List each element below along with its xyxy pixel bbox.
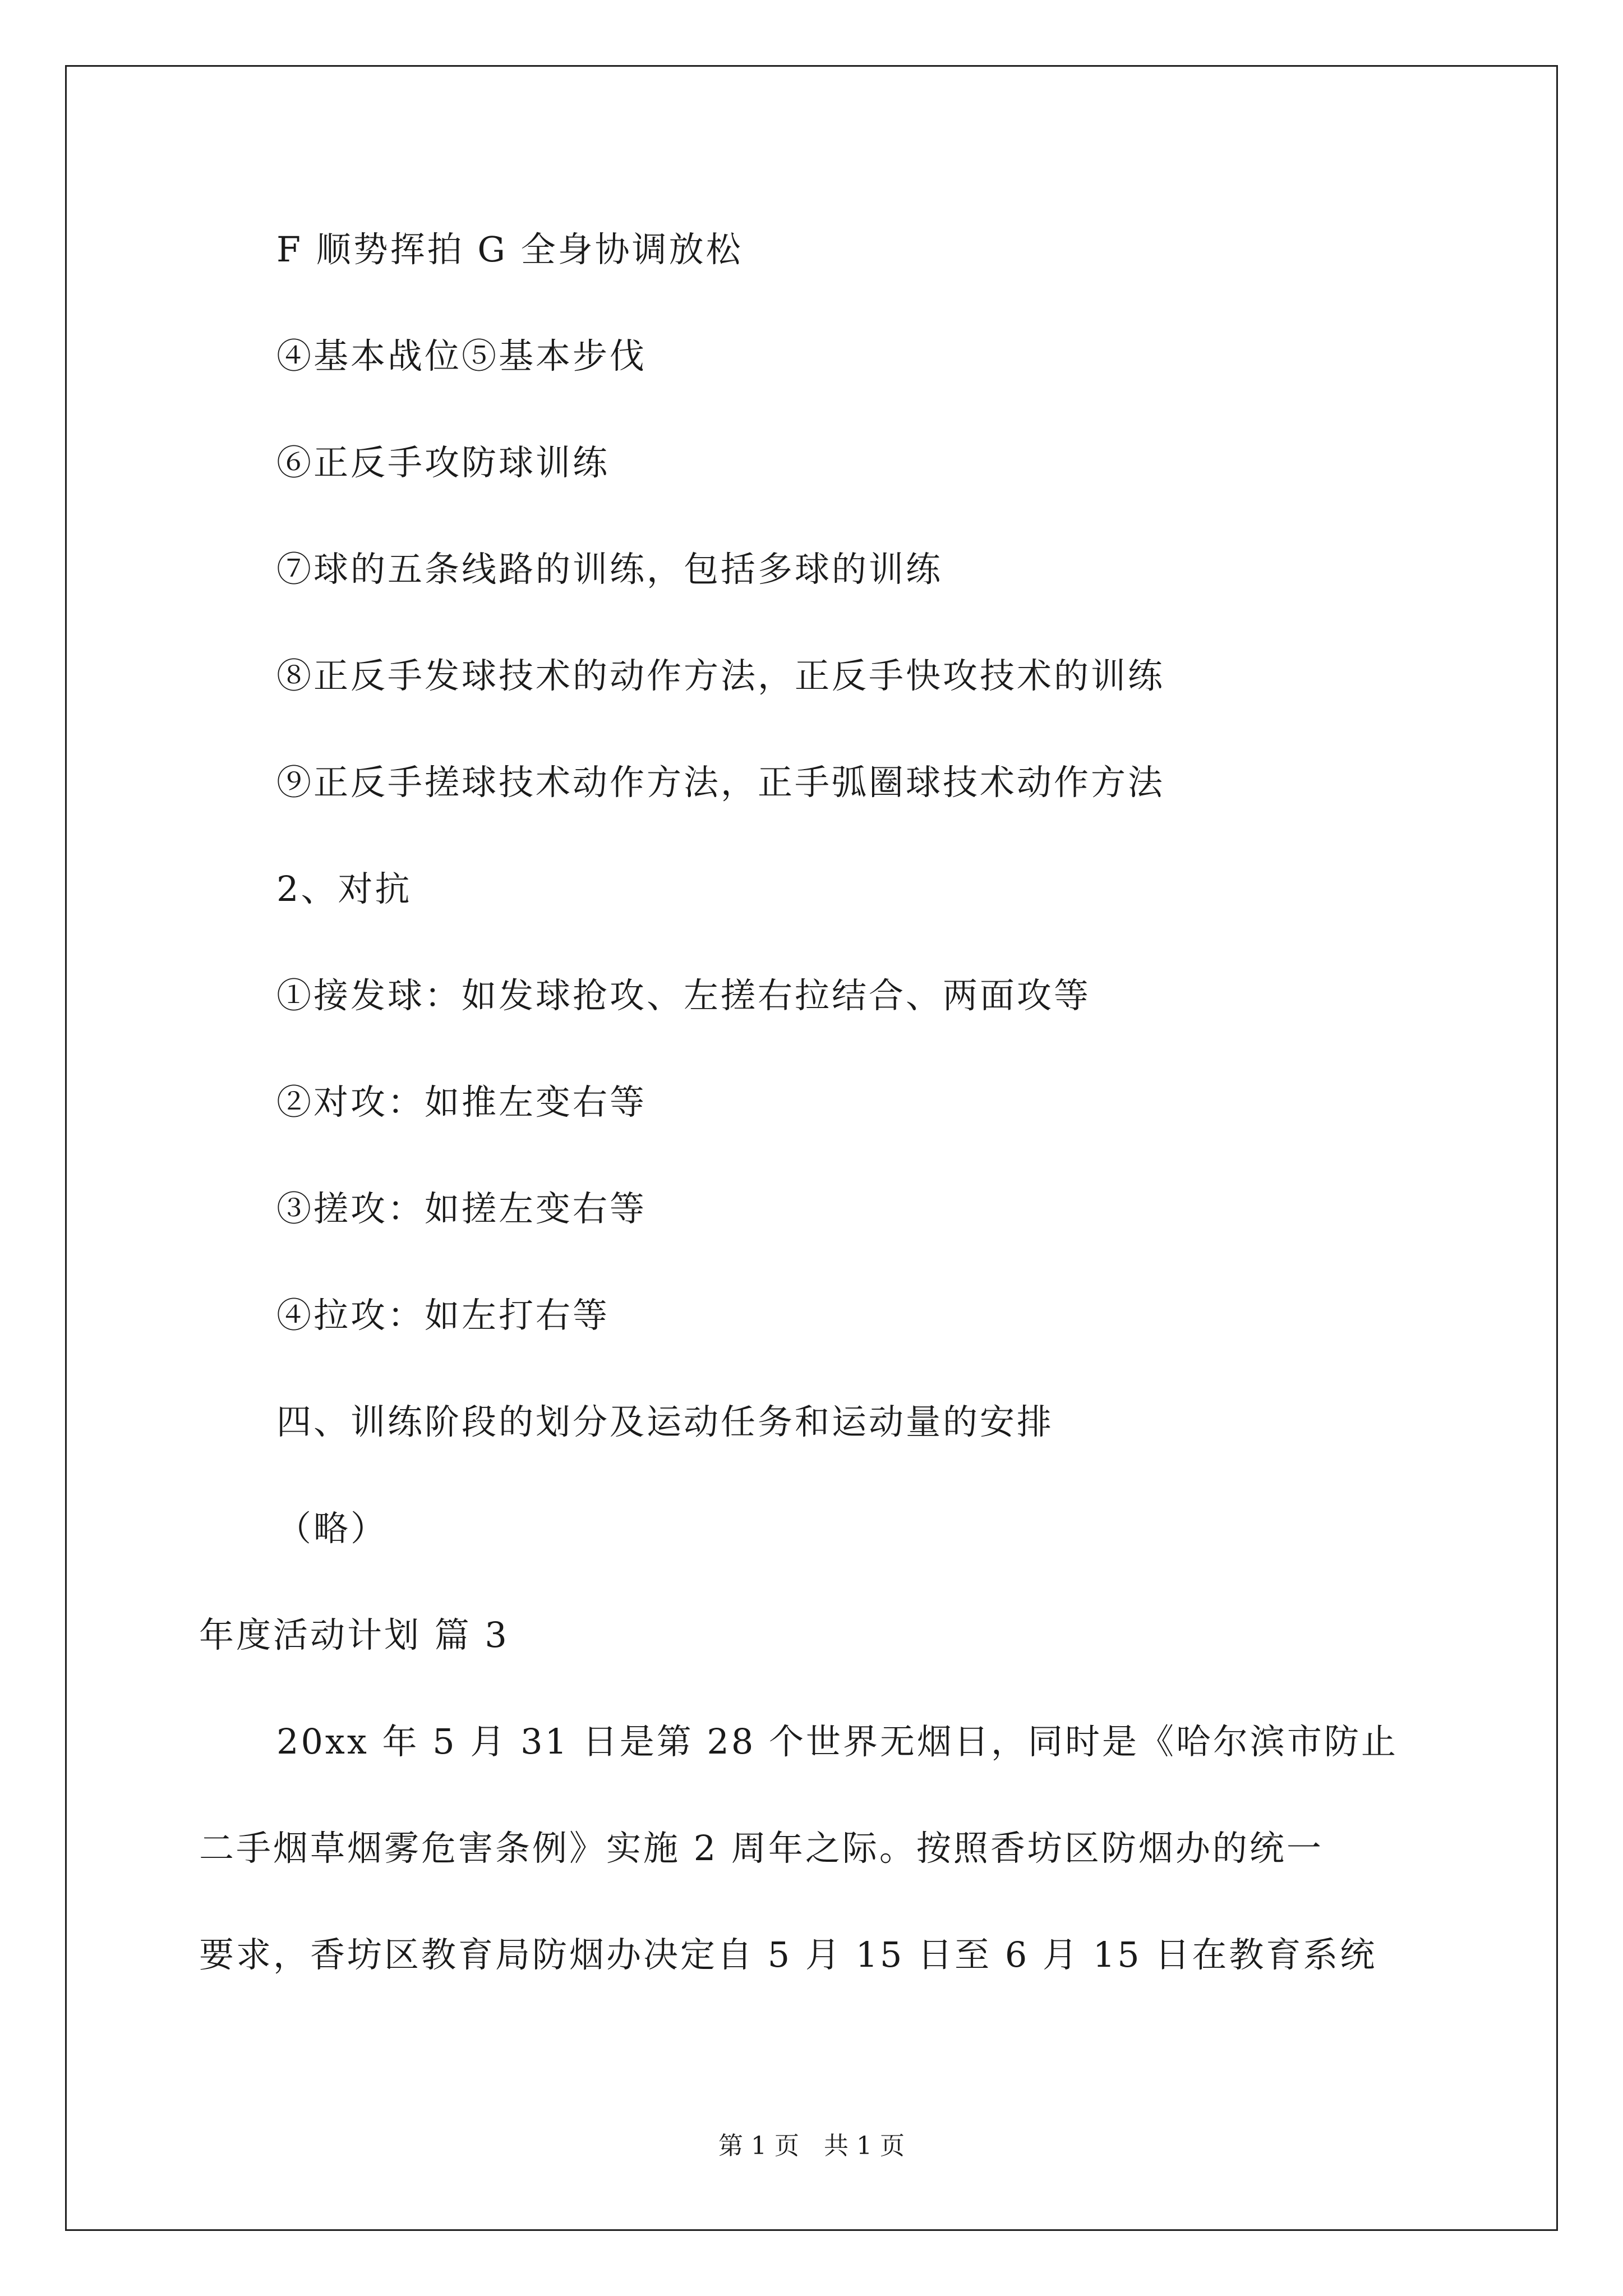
- text-line: ②对攻：如推左变右等: [276, 1082, 647, 1122]
- page-footer: 第 1 页 共 1 页: [718, 2132, 905, 2160]
- page-border: [65, 65, 1558, 2231]
- text-line: ⑥正反手攻防球训练: [276, 442, 610, 483]
- paragraph-line: 二手烟草烟雾危害条例》实施 2 周年之际。按照香坊区防烟办的统一: [199, 1828, 1324, 1869]
- text-line: ④拉攻：如左打右等: [276, 1295, 610, 1336]
- section-heading: 2、对抗: [276, 868, 412, 909]
- article-title: 年度活动计划 篇 3: [199, 1614, 509, 1655]
- text-line: ③搓攻：如搓左变右等: [276, 1188, 647, 1229]
- text-line: （略）: [276, 1508, 388, 1549]
- text-line: F 顺势挥拍 G 全身协调放松: [276, 229, 743, 270]
- text-line: ④基本战位⑤基本步伐: [276, 335, 647, 376]
- section-heading: 四、训练阶段的划分及运动任务和运动量的安排: [276, 1401, 1054, 1442]
- paragraph-line: 20xx 年 5 月 31 日是第 28 个世界无烟日，同时是《哈尔滨市防止: [276, 1721, 1399, 1762]
- paragraph-line: 要求，香坊区教育局防烟办决定自 5 月 15 日至 6 月 15 日在教育系统: [199, 1934, 1377, 1975]
- text-line: ⑨正反手搓球技术动作方法，正手弧圈球技术动作方法: [276, 762, 1165, 803]
- text-line: ①接发球：如发球抢攻、左搓右拉结合、两面攻等: [276, 975, 1091, 1016]
- text-line: ⑧正反手发球技术的动作方法，正反手快攻技术的训练: [276, 655, 1165, 696]
- text-line: ⑦球的五条线路的训练，包括多球的训练: [276, 549, 943, 590]
